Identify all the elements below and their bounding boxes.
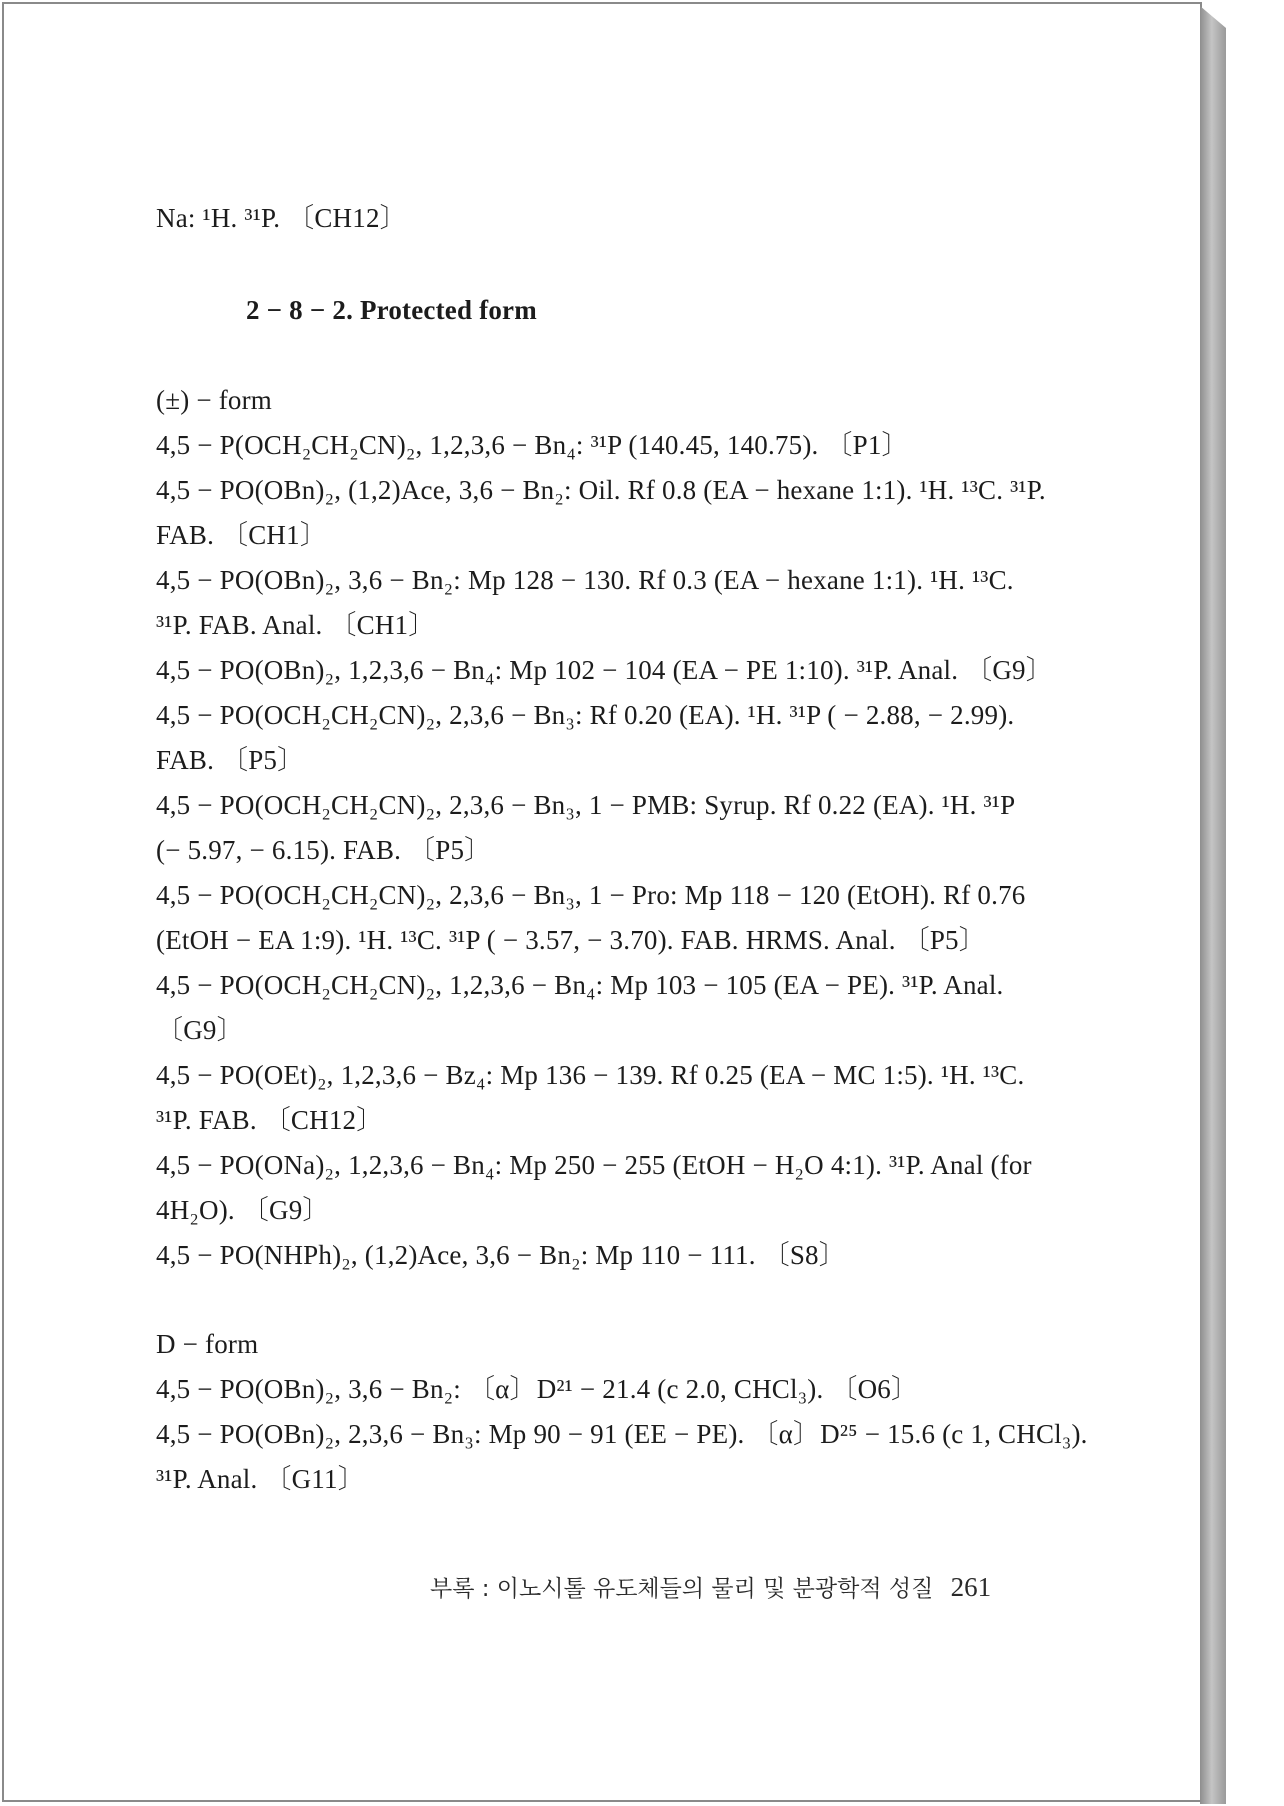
compound-entry-line: 4,5 − PO(NHPh)₂, (1,2)Ace, 3,6 − Bn₂: Mp 110 − 111. 〔S8〕 — [156, 1240, 846, 1270]
racemic-form-label: (±) − form — [156, 385, 273, 415]
compound-entry-line: (− 5.97, − 6.15). FAB. 〔P5〕 — [156, 835, 492, 865]
compound-entry-line: 4,5 − PO(OCH₂CH₂CN)₂, 2,3,6 − Bn₃: Rf 0.20 (EA). ¹H. ³¹P ( − 2.88, − 2.99). — [156, 700, 1015, 730]
compound-entry-line: 4,5 − PO(OCH₂CH₂CN)₂, 2,3,6 − Bn₃, 1 − Pro: Mp 118 − 120 (EtOH). Rf 0.76 — [156, 880, 1026, 910]
running-footer — [430, 1570, 991, 1603]
compound-entry-line: 4,5 − PO(OCH₂CH₂CN)₂, 1,2,3,6 − Bn₄: Mp 103 − 105 (EA − PE). ³¹P. Anal. — [156, 970, 1004, 1000]
d-form-list — [156, 1367, 1088, 1502]
compound-entry-line: FAB. 〔CH1〕 — [156, 520, 328, 550]
compound-entry-line: 4,5 − PO(OBn)₂, 2,3,6 − Bn₃: Mp 90 − 91 (EE − PE). 〔α〕D²⁵ − 15.6 (c 1, CHCl₃). — [156, 1419, 1088, 1449]
compound-entry-line: ³¹P. Anal. 〔G11〕 — [156, 1464, 365, 1494]
racemic-form-list — [156, 423, 1056, 1278]
compound-entry-line: 4,5 − PO(OBn)₂, 3,6 − Bn₂: Mp 128 − 130. Rf 0.3 (EA − hexane 1:1). ¹H. ¹³C. — [156, 565, 1014, 595]
d-form-label: D − form — [156, 1329, 259, 1359]
compound-entry-line: 4,5 − PO(OBn)₂, (1,2)Ace, 3,6 − Bn₂: Oil. Rf 0.8 (EA − hexane 1:1). ¹H. ¹³C. ³¹P. — [156, 475, 1046, 505]
compound-entry-line: 4,5 − PO(OBn)₂, 1,2,3,6 − Bn₄: Mp 102 − 104 (EA − PE 1:10). ³¹P. Anal. 〔G9〕 — [156, 655, 1053, 685]
compound-entry-line: 〔G9〕 — [156, 1015, 244, 1045]
racemic-form-section — [156, 378, 1056, 1278]
d-form-section — [156, 1322, 1088, 1502]
section-heading: 2 − 8 − 2. Protected form — [246, 295, 537, 325]
intro-line: Na: ¹H. ³¹P. 〔CH12〕 — [156, 203, 407, 233]
compound-entry-line: (EtOH − EA 1:9). ¹H. ¹³C. ³¹P ( − 3.57, − 3.70). FAB. HRMS. Anal. 〔P5〕 — [156, 925, 986, 955]
compound-entry-line: ³¹P. FAB. Anal. 〔CH1〕 — [156, 610, 436, 640]
compound-entry-line: 4,5 − PO(ONa)₂, 1,2,3,6 − Bn₄: Mp 250 − 255 (EtOH − H₂O 4:1). ³¹P. Anal (for — [156, 1150, 1032, 1180]
compound-entry-line: 4,5 − P(OCH₂CH₂CN)₂, 1,2,3,6 − Bn₄: ³¹P (140.45, 140.75). 〔P1〕 — [156, 430, 909, 460]
compound-entry-line: 4,5 − PO(OEt)₂, 1,2,3,6 − Bz₄: Mp 136 − 139. Rf 0.25 (EA − MC 1:5). ¹H. ¹³C. — [156, 1060, 1025, 1090]
compound-entry-line: ³¹P. FAB. 〔CH12〕 — [156, 1105, 384, 1135]
compound-entry-line: 4,5 − PO(OCH₂CH₂CN)₂, 2,3,6 − Bn₃, 1 − PMB: Syrup. Rf 0.22 (EA). ¹H. ³¹P — [156, 790, 1016, 820]
compound-entry-line: 4H₂O). 〔G9〕 — [156, 1195, 330, 1225]
compound-entry-line: 4,5 − PO(OBn)₂, 3,6 − Bn₂: 〔α〕D²¹ − 21.4 (c 2.0, CHCl₃). 〔O6〕 — [156, 1374, 919, 1404]
intro-block — [156, 196, 1056, 241]
section-heading-block — [246, 288, 1146, 333]
page-number: 261 — [950, 1572, 992, 1602]
running-title: 부록 : 이노시톨 유도체들의 물리 및 분광학적 성질 — [430, 1576, 934, 1602]
page-edge-shadow — [1200, 6, 1226, 1804]
compound-entry-line: FAB. 〔P5〕 — [156, 745, 305, 775]
